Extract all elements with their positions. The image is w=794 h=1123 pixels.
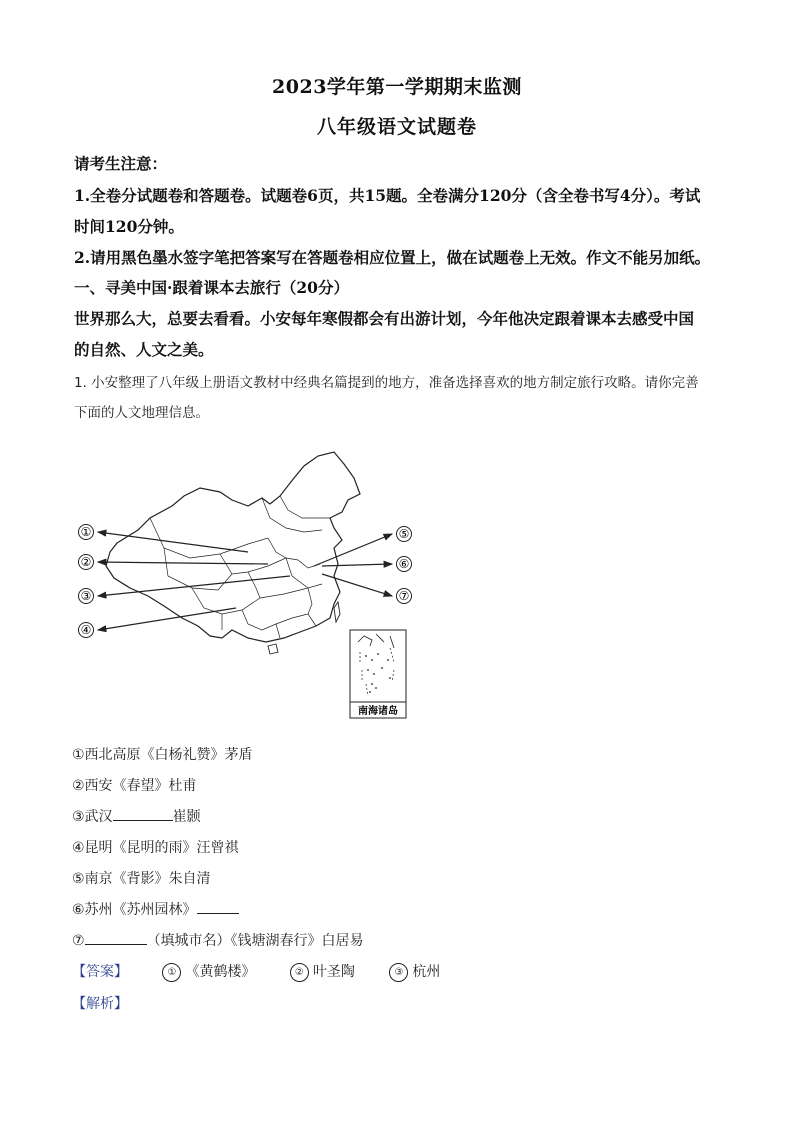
china-map-figure [72, 448, 417, 723]
fill-blank[interactable] [197, 899, 239, 914]
list-item: ⑤南京《背影》朱自清 [72, 871, 211, 887]
map-marker-4: ④ [80, 623, 92, 637]
hainan-island [268, 644, 278, 654]
map-marker-6: ⑥ [398, 557, 410, 571]
arrow-4 [98, 608, 236, 630]
taiwan-island [334, 602, 340, 622]
question-stem: 1. 小安整理了八年级上册语文教材中经典名篇提到的地方，准备选择喜欢的地方制定旅行攻略。请你完善 [74, 375, 699, 391]
fill-blank[interactable] [113, 806, 173, 821]
notice-rule-1: 1.全卷分试题卷和答题卷。试题卷6页，共15题。全卷满分120分（含全卷书写4分）。考试 [74, 186, 701, 205]
answer-label: 【答案】 [72, 964, 128, 980]
question-stem-cont: 下面的人文地理信息。 [74, 405, 209, 421]
list-item: ⑦ （填城市名）《钱塘湖春行》白居易 [72, 930, 364, 950]
answer-number: ③ [389, 963, 408, 982]
list-item: ①西北高原《白杨礼赞》茅盾 [72, 747, 253, 763]
arrow-1 [98, 532, 248, 552]
section-heading: 一、寻美中国·跟着课本去旅行（20分） [74, 278, 349, 297]
fill-blank[interactable] [85, 930, 147, 945]
section-intro: 世界那么大，总要去看看。小安每年寒假都会有出游计划，今年他决定跟着课本去感受中国 [74, 309, 695, 328]
answer-item: ② 叶圣陶 [290, 961, 355, 982]
answer-number: ① [162, 963, 181, 982]
arrow-2 [98, 562, 268, 564]
answer-item: ① 《黄鹤楼》 [162, 961, 255, 982]
answer-item: ③ 杭州 [389, 961, 440, 982]
list-item: ④昆明《昆明的雨》汪曾祺 [72, 840, 239, 856]
south-china-sea-inset [350, 630, 406, 718]
map-marker-3: ③ [80, 589, 92, 603]
inset-label: 南海诸岛 [358, 706, 398, 717]
list-item: ③武汉 崔颢 [72, 806, 201, 826]
analysis-row [72, 993, 128, 1013]
list-item: ⑥苏州《苏州园林》 [72, 899, 239, 919]
list-item: ②西安《春望》杜甫 [72, 778, 197, 794]
page-subtitle: 八年级语文试题卷 [316, 116, 477, 138]
notice-rule-1-cont: 时间120分钟。 [74, 217, 184, 236]
answer-row [72, 961, 440, 982]
analysis-label: 【解析】 [72, 996, 128, 1012]
map-marker-5: ⑤ [398, 527, 410, 541]
map-marker-1: ① [80, 525, 92, 539]
arrow-6 [322, 564, 392, 566]
arrow-7 [322, 574, 392, 596]
notice-heading: 请考生注意： [74, 154, 168, 173]
map-marker-7: ⑦ [398, 589, 410, 603]
notice-rule-2: 2.请用黑色墨水签字笔把答案写在答题卷相应位置上，做在试题卷上无效。作文不能另加纸。 [74, 248, 711, 267]
china-outline [106, 452, 360, 642]
page-title: 2023学年第一学期期末监测 [272, 76, 522, 98]
section-intro-cont: 的自然、人文之美。 [74, 340, 214, 359]
arrow-5 [314, 534, 392, 566]
answer-number: ② [290, 963, 309, 982]
map-marker-2: ② [80, 555, 92, 569]
